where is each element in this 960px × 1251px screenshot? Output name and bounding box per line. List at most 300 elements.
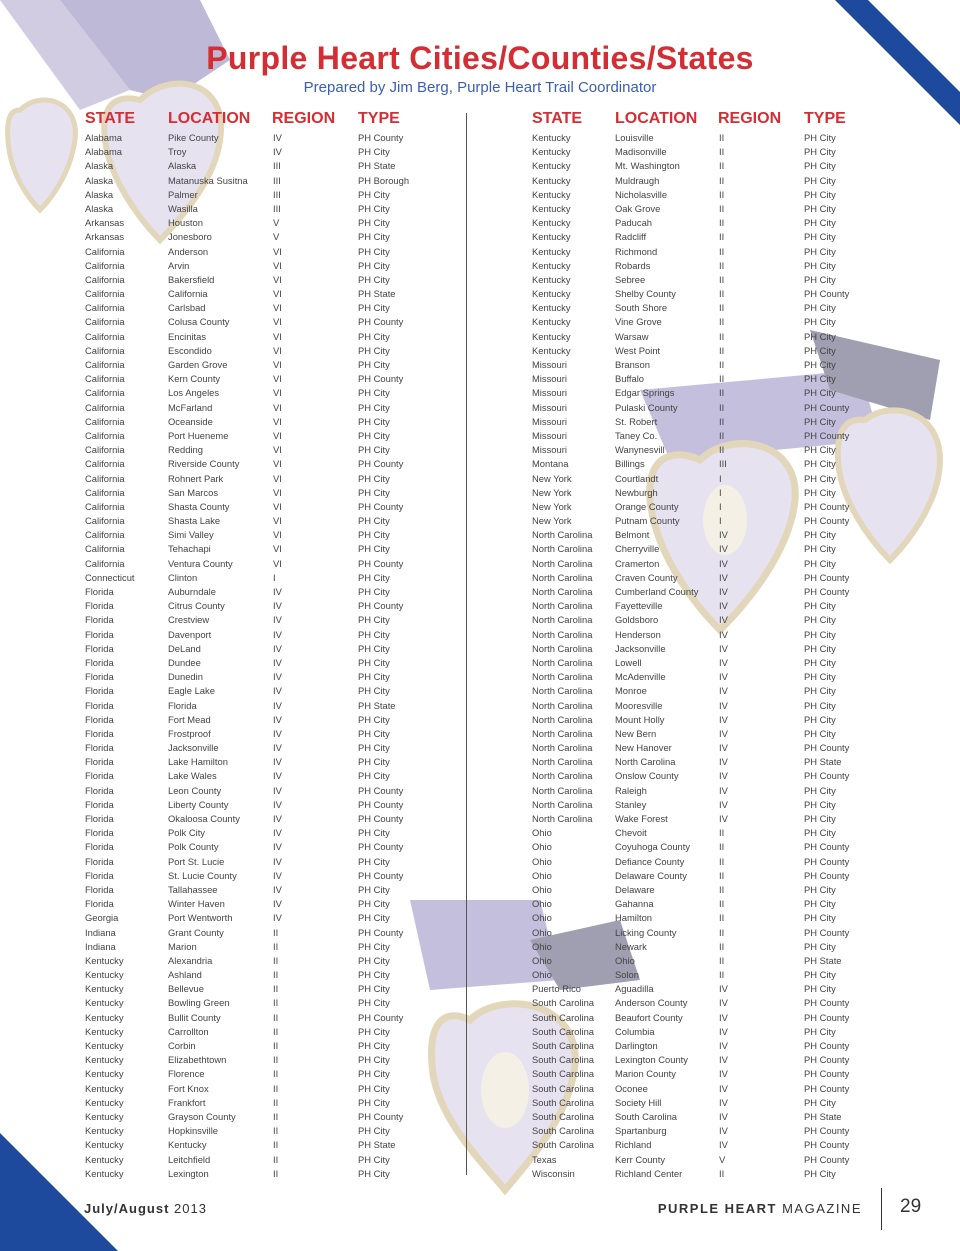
cell-region: II (719, 387, 725, 399)
cell-region: IV (719, 543, 728, 555)
table-row (532, 1138, 902, 1152)
cell-type: PH City (804, 174, 836, 186)
cell-location: Branson (615, 359, 650, 370)
cell-state: North Carolina (532, 798, 593, 810)
table-row (85, 486, 455, 500)
cell-state: South Carolina (532, 997, 595, 1009)
table-row (85, 216, 455, 230)
table-row (532, 883, 902, 897)
cell-region: IV (719, 727, 728, 739)
cell-location: Edgar Springs (615, 387, 675, 399)
cell-location: Simi Valley (168, 529, 214, 541)
cell-state: North Carolina (532, 671, 593, 683)
cell-state: Florida (85, 642, 114, 654)
cell-location: Marion (168, 940, 197, 952)
cell-state: North Carolina (532, 685, 593, 697)
cell-state: North Carolina (532, 742, 593, 754)
table-row (532, 755, 902, 769)
table-row (85, 670, 455, 684)
cell-location: DeLand (168, 642, 201, 654)
cell-state: Kentucky (85, 1068, 124, 1080)
table-row (85, 259, 455, 273)
left-table-rows (85, 131, 455, 1181)
cell-type: PH City (804, 912, 836, 924)
cell-type: PH County (358, 458, 404, 470)
cell-type: PH City (358, 1153, 390, 1165)
cell-region: II (719, 444, 725, 456)
cell-region: II (719, 1167, 725, 1179)
cell-region: IV (719, 997, 728, 1009)
left-table (85, 110, 455, 1181)
table-row (85, 159, 455, 173)
cell-type: PH County (358, 926, 404, 938)
cell-type: PH City (804, 202, 836, 214)
cell-state: Missouri (532, 401, 567, 413)
cell-location: Courtlandt (615, 472, 659, 484)
cell-state: California (85, 344, 125, 356)
cell-state: California (85, 472, 125, 484)
cell-region: III (273, 188, 281, 200)
cell-location: Leon County (168, 784, 222, 796)
table-row (85, 542, 455, 556)
cell-location: Port Wentworth (168, 912, 233, 924)
table-row (85, 528, 455, 542)
cell-location: Society Hill (615, 1096, 662, 1108)
cell-region: IV (719, 983, 728, 995)
cell-region: I (719, 486, 722, 498)
cell-state: North Carolina (532, 628, 593, 640)
cell-type: PH City (358, 1040, 390, 1051)
cell-state: Kentucky (85, 1082, 124, 1094)
table-row (532, 1110, 902, 1124)
table-row (85, 713, 455, 727)
cell-region: IV (273, 727, 282, 739)
cell-region: I (719, 472, 722, 484)
cell-location: Cramerton (615, 557, 660, 569)
cell-location: Bullit County (168, 1011, 221, 1023)
table-row (532, 514, 902, 528)
cell-location: Chevoit (615, 827, 647, 839)
cell-state: Indiana (85, 940, 116, 952)
cell-type: PH City (804, 614, 836, 626)
cell-location: Okaloosa County (168, 813, 240, 824)
table-row (85, 245, 455, 259)
header-location: LOCATION (168, 110, 251, 127)
cell-location: Port Hueneme (168, 429, 229, 441)
cell-region: II (719, 273, 725, 285)
cell-location: Elizabethtown (168, 1054, 227, 1066)
table-row (85, 514, 455, 528)
cell-state: New York (532, 500, 572, 512)
table-row (85, 656, 455, 670)
cell-type: PH City (358, 1082, 390, 1094)
cell-type: PH City (804, 188, 836, 200)
magazine-name-bold: PURPLE HEART (657, 1201, 777, 1216)
cell-location: Tallahassee (168, 883, 218, 895)
cell-location: Bellevue (168, 983, 204, 995)
cell-type: PH City (804, 983, 836, 995)
cell-location: North Carolina (615, 756, 676, 768)
table-row (85, 202, 455, 216)
cell-type: PH City (358, 188, 390, 200)
table-row (85, 869, 455, 883)
cell-type: PH City (804, 685, 836, 697)
cell-location: Shasta County (168, 500, 230, 512)
cell-state: Florida (85, 713, 114, 725)
cell-location: Fort Knox (168, 1082, 209, 1094)
cell-state: Kentucky (532, 174, 571, 186)
table-row (532, 585, 902, 599)
cell-region: II (719, 160, 725, 172)
table-row (532, 145, 902, 159)
cell-type: PH County (358, 316, 404, 328)
cell-state: Missouri (532, 387, 567, 399)
cell-type: PH City (804, 940, 836, 952)
table-row (85, 897, 455, 911)
table-row (532, 358, 902, 372)
cell-location: Columbia (615, 1025, 655, 1037)
cell-region: II (273, 1040, 279, 1051)
table-row (532, 1153, 902, 1167)
table-row (85, 500, 455, 514)
cell-state: Georgia (85, 912, 119, 924)
cell-region: VI (273, 288, 282, 300)
cell-region: VI (273, 515, 282, 527)
table-row (532, 131, 902, 145)
cell-type: PH City (358, 387, 390, 399)
cell-location: Goldsboro (615, 614, 659, 626)
cell-type: PH City (804, 1096, 836, 1108)
cell-state: North Carolina (532, 756, 593, 768)
cell-state: Kentucky (85, 1025, 124, 1037)
cell-type: PH City (804, 699, 836, 711)
cell-type: PH City (358, 969, 390, 981)
table-row (85, 401, 455, 415)
table-row (532, 273, 902, 287)
cell-location: Carrollton (168, 1025, 209, 1037)
cell-state: Florida (85, 671, 114, 683)
cell-state: Ohio (532, 898, 552, 910)
cell-location: Garden Grove (168, 359, 228, 370)
cell-region: V (273, 217, 280, 229)
column-divider (466, 113, 467, 1175)
cell-location: Vine Grove (615, 316, 662, 328)
cell-type: PH County (804, 742, 850, 754)
cell-location: Louisville (615, 132, 654, 143)
cell-type: PH City (358, 671, 390, 683)
cell-state: Kentucky (532, 202, 571, 214)
cell-location: Port St. Lucie (168, 855, 225, 867)
magazine-name-rest: MAGAZINE (782, 1201, 862, 1216)
table-row (85, 1110, 455, 1124)
table-row (85, 741, 455, 755)
cell-location: Mount Holly (615, 713, 665, 725)
cell-state: California (85, 330, 125, 342)
cell-type: PH City (804, 132, 836, 143)
cell-type: PH City (358, 855, 390, 867)
cell-type: PH State (804, 756, 842, 768)
table-row (532, 642, 902, 656)
cell-state: Florida (85, 685, 114, 697)
cell-state: Alabama (85, 146, 123, 158)
table-row (532, 1124, 902, 1138)
table-row (85, 287, 455, 301)
cell-type: PH City (358, 273, 390, 285)
cell-state: Ohio (532, 883, 552, 895)
cell-state: Florida (85, 656, 114, 668)
cell-state: California (85, 444, 125, 456)
cell-state: California (85, 415, 125, 427)
cell-state: Florida (85, 770, 114, 782)
cell-region: IV (719, 699, 728, 711)
cell-region: IV (719, 1125, 728, 1137)
cell-region: VI (273, 444, 282, 456)
cell-location: St. Lucie County (168, 869, 237, 881)
cell-location: West Point (615, 344, 661, 356)
cell-type: PH State (358, 160, 396, 172)
cell-region: IV (719, 742, 728, 754)
cell-state: North Carolina (532, 600, 593, 612)
cell-location: Citrus County (168, 600, 225, 612)
cell-type: PH City (804, 486, 836, 498)
cell-location: Hopkinsville (168, 1125, 219, 1137)
cell-location: Solon (615, 969, 639, 981)
cell-region: VI (273, 387, 282, 399)
issue-date (84, 1201, 207, 1216)
cell-state: Kentucky (85, 1167, 124, 1179)
cell-region: VI (273, 330, 282, 342)
cell-type: PH City (804, 330, 836, 342)
cell-state: Kentucky (532, 330, 571, 342)
cell-region: VI (273, 529, 282, 541)
cell-location: Lexington (168, 1167, 209, 1179)
cell-location: Shelby County (615, 288, 676, 300)
cell-type: PH City (804, 373, 836, 385)
cell-state: Kentucky (85, 1110, 124, 1122)
cell-state: Florida (85, 827, 114, 839)
cell-state: Florida (85, 898, 114, 910)
cell-state: Ohio (532, 912, 552, 924)
table-row (532, 713, 902, 727)
cell-state: North Carolina (532, 543, 593, 555)
cell-state: Florida (85, 742, 114, 754)
cell-region: VI (273, 344, 282, 356)
cell-region: IV (719, 557, 728, 569)
cell-region: II (273, 940, 279, 952)
cell-type: PH City (804, 543, 836, 555)
cell-state: Kentucky (532, 316, 571, 328)
cell-location: Beaufort County (615, 1011, 683, 1023)
cell-type: PH City (358, 515, 390, 527)
table-row (532, 542, 902, 556)
cell-location: Nicholasville (615, 188, 668, 200)
table-row (85, 415, 455, 429)
table-row (85, 840, 455, 854)
cell-region: II (273, 1054, 279, 1066)
cell-region: IV (719, 656, 728, 668)
cell-type: PH City (358, 1025, 390, 1037)
cell-state: Ohio (532, 827, 552, 839)
cell-location: Buffalo (615, 373, 645, 385)
cell-state: Kentucky (85, 997, 124, 1009)
cell-region: IV (273, 713, 282, 725)
cell-type: PH County (358, 132, 404, 143)
cell-type: PH City (358, 883, 390, 895)
cell-state: Kentucky (85, 1139, 124, 1151)
cell-type: PH County (358, 600, 404, 612)
cell-state: California (85, 529, 125, 541)
cell-location: Robards (615, 259, 651, 271)
table-row (532, 727, 902, 741)
cell-type: PH County (804, 571, 850, 583)
table-row (85, 358, 455, 372)
cell-state: Kentucky (532, 146, 571, 158)
page-number: 29 (900, 1196, 922, 1217)
cell-state: Florida (85, 586, 114, 597)
cell-region: IV (273, 642, 282, 654)
cell-region: I (719, 500, 722, 512)
cell-region: IV (273, 784, 282, 796)
table-row (85, 699, 455, 713)
cell-type: PH City (804, 146, 836, 158)
cell-state: South Carolina (532, 1011, 595, 1023)
table-row (532, 259, 902, 273)
cell-region: IV (719, 1096, 728, 1108)
cell-type: PH City (358, 713, 390, 725)
cell-region: II (719, 841, 725, 853)
cell-state: Kentucky (85, 1040, 124, 1051)
cell-region: IV (273, 671, 282, 683)
cell-location: Polk County (168, 841, 219, 853)
table-row (85, 1053, 455, 1067)
cell-type: PH County (358, 1110, 404, 1122)
cell-state: Kentucky (85, 1011, 124, 1023)
cell-location: Craven County (615, 571, 678, 583)
table-row (532, 443, 902, 457)
cell-type: PH City (804, 231, 836, 243)
cell-type: PH City (804, 160, 836, 172)
cell-region: II (719, 316, 725, 328)
cell-region: IV (719, 628, 728, 640)
cell-region: II (719, 330, 725, 342)
cell-region: II (719, 259, 725, 271)
cell-state: Kentucky (532, 188, 571, 200)
cell-region: II (273, 1167, 279, 1179)
cell-type: PH City (804, 671, 836, 683)
issue-month: July/August (84, 1201, 170, 1216)
cell-region: IV (273, 656, 282, 668)
cell-state: Ohio (532, 855, 552, 867)
table-row (85, 798, 455, 812)
cell-region: II (719, 245, 725, 257)
cell-region: II (273, 1096, 279, 1108)
cell-location: Henderson (615, 628, 661, 640)
cell-state: Kentucky (85, 1153, 124, 1165)
table-row (532, 656, 902, 670)
cell-type: PH City (804, 387, 836, 399)
cell-location: Mooresville (615, 699, 663, 711)
cell-region: II (273, 1025, 279, 1037)
cell-type: PH City (358, 472, 390, 484)
cell-region: IV (719, 600, 728, 612)
table-row (85, 1167, 455, 1181)
cell-state: Kentucky (85, 983, 124, 995)
table-row (85, 386, 455, 400)
table-row (532, 1167, 902, 1181)
cell-location: McAdenville (615, 671, 666, 683)
cell-type: PH City (804, 898, 836, 910)
cell-type: PH City (358, 344, 390, 356)
table-row (532, 301, 902, 315)
cell-region: IV (719, 784, 728, 796)
cell-region: IV (719, 1139, 728, 1151)
cell-type: PH City (358, 359, 390, 370)
cell-state: North Carolina (532, 727, 593, 739)
cell-type: PH City (358, 1096, 390, 1108)
cell-location: California (168, 288, 208, 300)
cell-type: PH City (358, 231, 390, 243)
cell-region: IV (273, 586, 282, 597)
cell-location: Corbin (168, 1040, 196, 1051)
cell-region: IV (273, 756, 282, 768)
table-row (532, 188, 902, 202)
table-row (532, 911, 902, 925)
cell-region: IV (719, 813, 728, 824)
table-row (532, 855, 902, 869)
cell-location: Marion County (615, 1068, 676, 1080)
cell-location: Escondido (168, 344, 212, 356)
cell-type: PH City (358, 529, 390, 541)
cell-region: II (719, 174, 725, 186)
cell-location: Eagle Lake (168, 685, 215, 697)
table-row (85, 188, 455, 202)
cell-type: PH County (358, 784, 404, 796)
table-row (532, 1011, 902, 1025)
cell-state: Florida (85, 600, 114, 612)
cell-type: PH County (804, 1054, 850, 1066)
cell-region: II (273, 1068, 279, 1080)
cell-state: Ohio (532, 954, 552, 966)
cell-type: PH City (804, 784, 836, 796)
table-row (532, 1039, 902, 1053)
cell-type: PH City (358, 656, 390, 668)
footer-divider (881, 1188, 882, 1230)
table-row (532, 628, 902, 642)
cell-region: IV (719, 642, 728, 654)
table-row (532, 897, 902, 911)
cell-location: Sebree (615, 273, 646, 285)
cell-location: Billings (615, 458, 645, 470)
table-row (532, 741, 902, 755)
cell-type: PH City (358, 1125, 390, 1137)
magazine-name (658, 1201, 862, 1216)
table-row (85, 1124, 455, 1138)
cell-state: Kentucky (532, 344, 571, 356)
table-row (85, 1096, 455, 1110)
cell-region: II (719, 188, 725, 200)
cell-location: Paducah (615, 217, 653, 229)
table-row (85, 372, 455, 386)
table-row (532, 684, 902, 698)
cell-location: Delaware County (615, 869, 687, 881)
cell-region: IV (719, 1011, 728, 1023)
cell-location: Oak Grove (615, 202, 661, 214)
cell-region: IV (273, 685, 282, 697)
cell-region: VI (273, 401, 282, 413)
cell-state: North Carolina (532, 571, 593, 583)
cell-location: Delaware (615, 883, 655, 895)
cell-type: PH City (358, 571, 390, 583)
